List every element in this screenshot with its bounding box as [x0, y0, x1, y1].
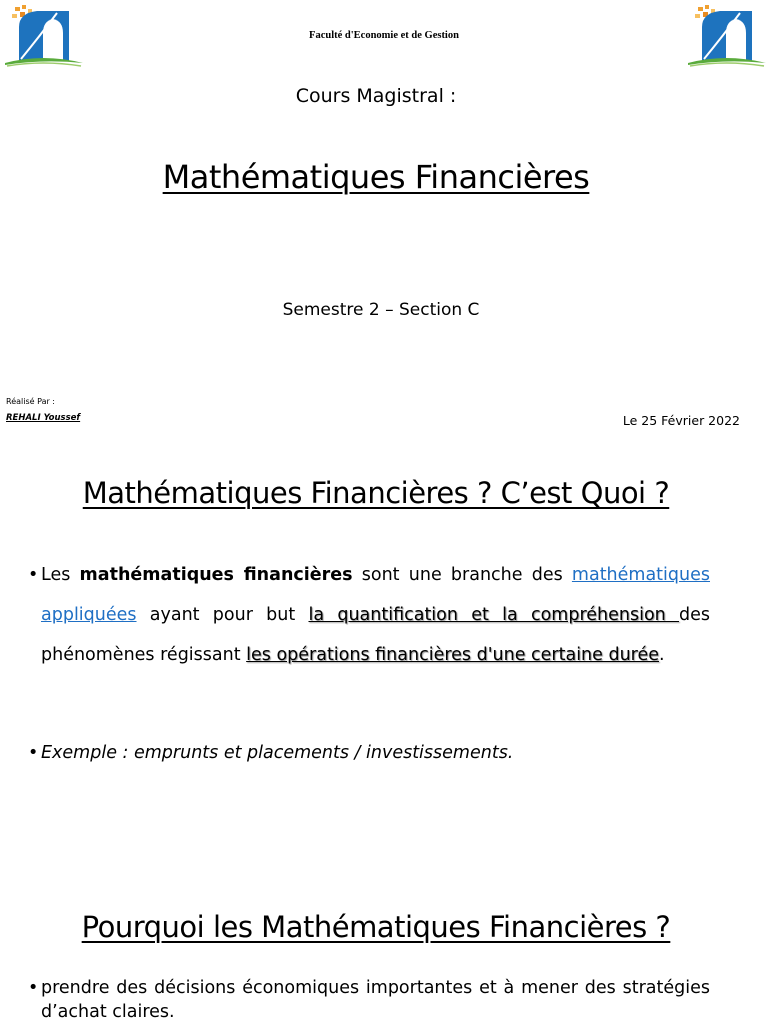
text-run: des phénomènes régissant [41, 605, 711, 665]
bullet-decisions [28, 976, 710, 1024]
bullet-example [28, 733, 710, 773]
definition-text [41, 555, 710, 675]
underlined-phrase: la quantification et la compréhension [308, 605, 680, 625]
semester-section: Semestre 2 – Section C [282, 300, 480, 320]
bullet-icon: • [28, 743, 39, 763]
bullet-definition [28, 555, 710, 675]
text-run: Les [41, 565, 80, 585]
example-text: Exemple : emprunts et placements / investissements. [41, 743, 514, 763]
slide-title: Pourquoi les Mathématiques Financières ? [81, 910, 671, 944]
course-title: Mathématiques Financières [162, 158, 590, 196]
course-type: Cours Magistral : [295, 85, 457, 107]
bold-term: mathématiques financières [79, 565, 353, 585]
applied-math-link[interactable]: mathématiques appliquées [41, 565, 710, 625]
text-run: ayant pour but [136, 605, 309, 625]
bullet-icon: • [28, 978, 39, 998]
author-name: REHALI Youssef [6, 413, 81, 423]
course-date: Le 25 Février 2022 [622, 413, 740, 428]
text-run: . [659, 645, 665, 665]
text-run: sont une branche des [352, 565, 572, 585]
faculty-name: Faculté d'Economie et de Gestion [309, 30, 459, 41]
made-by-label: Réalisé Par : [6, 397, 55, 406]
definition-slide [0, 448, 768, 880]
decisions-text: prendre des décisions économiques importantes et à mener des stratégies d’achat claires. [41, 978, 710, 1022]
slide-title: Mathématiques Financières ? C’est Quoi ? [82, 476, 670, 510]
underlined-phrase: les opérations financières d'une certaine durée [246, 645, 660, 665]
bullet-icon: • [28, 565, 39, 585]
cover-slide [0, 0, 768, 440]
why-slide [0, 890, 768, 1030]
